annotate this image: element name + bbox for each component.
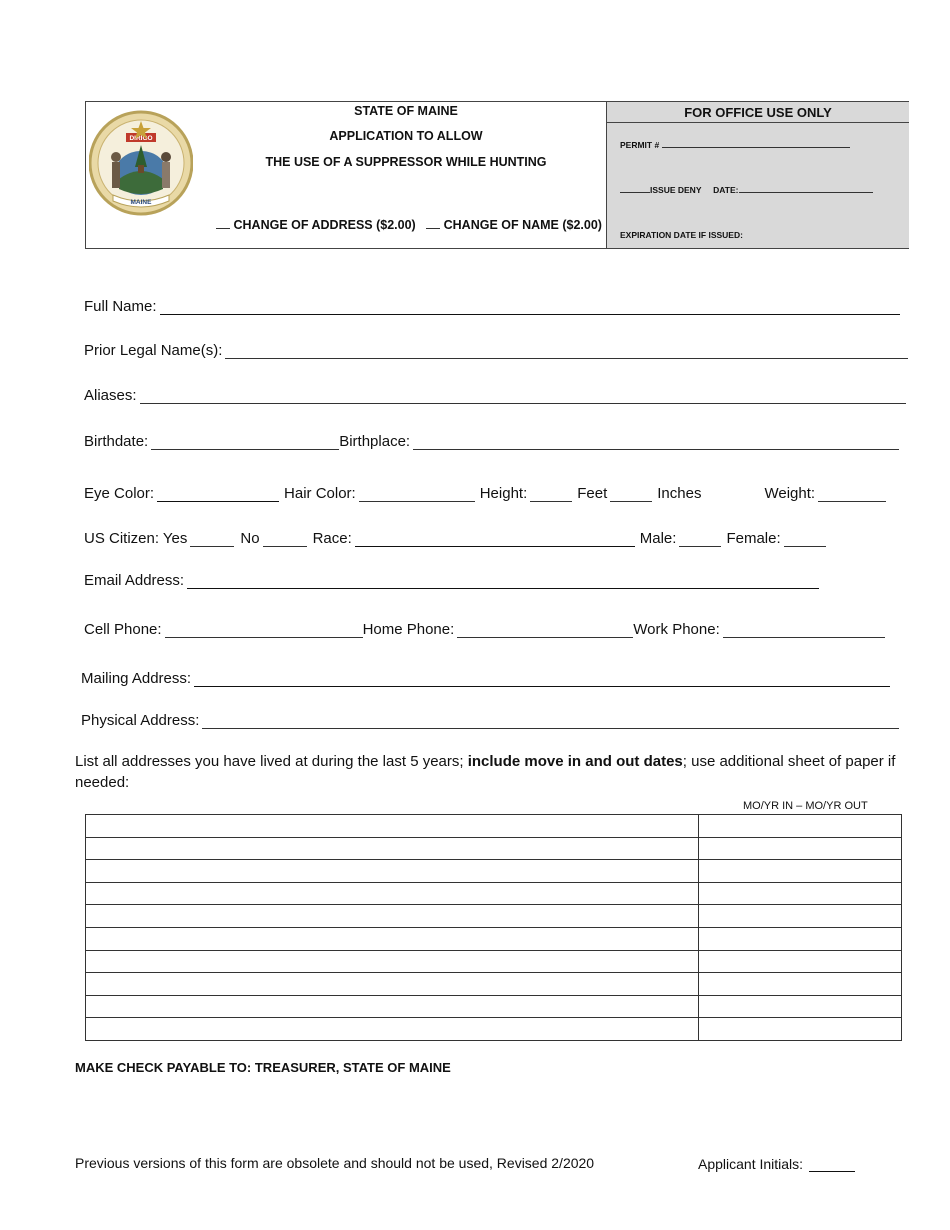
expiration-label: EXPIRATION DATE IF ISSUED: [620, 230, 743, 240]
address-cell[interactable] [86, 860, 699, 883]
work-phone-label: Work Phone: [633, 621, 720, 638]
email-input[interactable] [187, 575, 819, 589]
work-phone-input[interactable] [723, 624, 885, 638]
address-instructions [75, 751, 915, 793]
height-feet-input[interactable] [530, 488, 572, 502]
height-inches-input[interactable] [610, 488, 652, 502]
office-use-title: FOR OFFICE USE ONLY [607, 102, 909, 123]
female-input[interactable] [784, 533, 826, 547]
eye-color-input[interactable] [157, 488, 279, 502]
dates-cell[interactable] [699, 882, 902, 905]
table-row [86, 995, 902, 1018]
dates-cell[interactable] [699, 860, 902, 883]
inches-label: Inches [657, 485, 702, 502]
payable-notice: MAKE CHECK PAYABLE TO: TREASURER, STATE OF MAINE [75, 1060, 451, 1075]
address-cell[interactable] [86, 882, 699, 905]
physical-address-input[interactable] [202, 715, 899, 729]
table-row [86, 860, 902, 883]
aliases-row [84, 387, 906, 404]
dates-cell[interactable] [699, 815, 902, 838]
prior-names-input[interactable] [225, 345, 908, 359]
feet-label: Feet [577, 485, 608, 502]
prior-names-row [84, 342, 908, 359]
dates-cell[interactable] [699, 1018, 902, 1041]
citizen-row [84, 530, 826, 547]
table-row [86, 837, 902, 860]
address-cell[interactable] [86, 837, 699, 860]
table-row [86, 950, 902, 973]
birthdate-input[interactable] [151, 436, 339, 450]
dates-cell[interactable] [699, 995, 902, 1018]
birthdate-label: Birthdate: [84, 433, 149, 450]
us-citizen-yes-input[interactable] [190, 533, 234, 547]
table-row [86, 927, 902, 950]
prior-names-label: Prior Legal Name(s): [84, 342, 223, 359]
initials-label: Applicant Initials: [698, 1156, 804, 1172]
hair-color-label: Hair Color: [284, 485, 356, 502]
address-cell[interactable] [86, 905, 699, 928]
male-input[interactable] [679, 533, 721, 547]
mailing-address-label: Mailing Address: [81, 670, 192, 687]
eye-color-label: Eye Color: [84, 485, 155, 502]
address-cell[interactable] [86, 927, 699, 950]
full-name-input[interactable] [160, 301, 900, 315]
title-line-1: APPLICATION TO ALLOW [329, 129, 483, 143]
dates-cell[interactable] [699, 905, 902, 928]
home-phone-label: Home Phone: [362, 621, 455, 638]
full-name-row [84, 298, 900, 315]
cell-phone-label: Cell Phone: [84, 621, 162, 638]
permit-label: PERMIT # [620, 140, 660, 150]
female-label: Female: [726, 530, 781, 547]
address-cell[interactable] [86, 995, 699, 1018]
weight-input[interactable] [818, 488, 886, 502]
address-cell[interactable] [86, 950, 699, 973]
dates-cell[interactable] [699, 973, 902, 996]
mailing-address-row [81, 670, 890, 687]
office-use-panel [606, 102, 909, 248]
state-name: STATE OF MAINE [354, 104, 458, 118]
date-label: DATE: [713, 185, 739, 195]
email-label: Email Address: [84, 572, 185, 589]
change-name-label: CHANGE OF NAME ($2.00) [443, 218, 602, 232]
table-row [86, 882, 902, 905]
svg-text:MAINE: MAINE [130, 199, 152, 206]
home-phone-input[interactable] [457, 624, 633, 638]
change-name-checkbox[interactable] [426, 228, 440, 229]
header-box [85, 101, 909, 249]
address-cell[interactable] [86, 973, 699, 996]
email-row [84, 572, 819, 589]
change-address-checkbox[interactable] [216, 228, 230, 229]
svg-text:DIRIGO: DIRIGO [129, 135, 153, 142]
address-cell[interactable] [86, 815, 699, 838]
birth-row [84, 433, 899, 450]
table-row [86, 973, 902, 996]
height-label: Height: [479, 485, 528, 502]
weight-label: Weight: [764, 485, 816, 502]
us-citizen-no-input[interactable] [263, 533, 307, 547]
change-address-label: CHANGE OF ADDRESS ($2.00) [233, 218, 416, 232]
instruction-end: ; use additional sheet of paper if needed: [75, 753, 896, 791]
aliases-input[interactable] [140, 390, 906, 404]
permit-row [620, 140, 850, 150]
appearance-row [84, 485, 886, 502]
physical-address-label: Physical Address: [81, 712, 200, 729]
instruction-start: List all addresses you have lived at during the last 5 years; [75, 753, 468, 770]
title-line-2: THE USE OF A SUPPRESSOR WHILE HUNTING [265, 155, 547, 169]
issue-deny-field[interactable] [620, 192, 650, 193]
birthplace-input[interactable] [413, 436, 899, 450]
state-seal-icon [89, 109, 193, 217]
dates-cell[interactable] [699, 950, 902, 973]
office-date-field[interactable] [739, 192, 873, 193]
phone-row [84, 621, 885, 638]
obsolete-note: Previous versions of this form are obsolete and should not be used, Revised 2/2020 [75, 1155, 595, 1171]
address-cell[interactable] [86, 1018, 699, 1041]
date-column-header: MO/YR IN – MO/YR OUT [743, 800, 868, 812]
aliases-label: Aliases: [84, 387, 137, 404]
race-label: Race: [312, 530, 352, 547]
dates-cell[interactable] [699, 837, 902, 860]
us-citizen-yes-label: US Citizen: Yes [84, 530, 188, 547]
address-history-table [85, 814, 902, 1041]
table-row [86, 1018, 902, 1041]
change-options [216, 218, 619, 232]
issue-deny-row [620, 185, 873, 195]
physical-address-row [81, 712, 899, 729]
table-row [86, 905, 902, 928]
us-citizen-no-label: No [240, 530, 260, 547]
full-name-label: Full Name: [84, 298, 157, 315]
race-input[interactable] [355, 533, 635, 547]
issue-deny-label: ISSUE DENY [650, 185, 702, 195]
male-label: Male: [639, 530, 677, 547]
initials-row [698, 1156, 855, 1172]
instruction-bold: include move in and out dates [467, 753, 683, 770]
permit-field[interactable] [662, 147, 850, 148]
initials-input[interactable] [809, 1160, 855, 1172]
table-row [86, 815, 902, 838]
hair-color-input[interactable] [359, 488, 475, 502]
birthplace-label: Birthplace: [339, 433, 411, 450]
dates-cell[interactable] [699, 927, 902, 950]
cell-phone-input[interactable] [165, 624, 363, 638]
mailing-address-input[interactable] [194, 673, 890, 687]
